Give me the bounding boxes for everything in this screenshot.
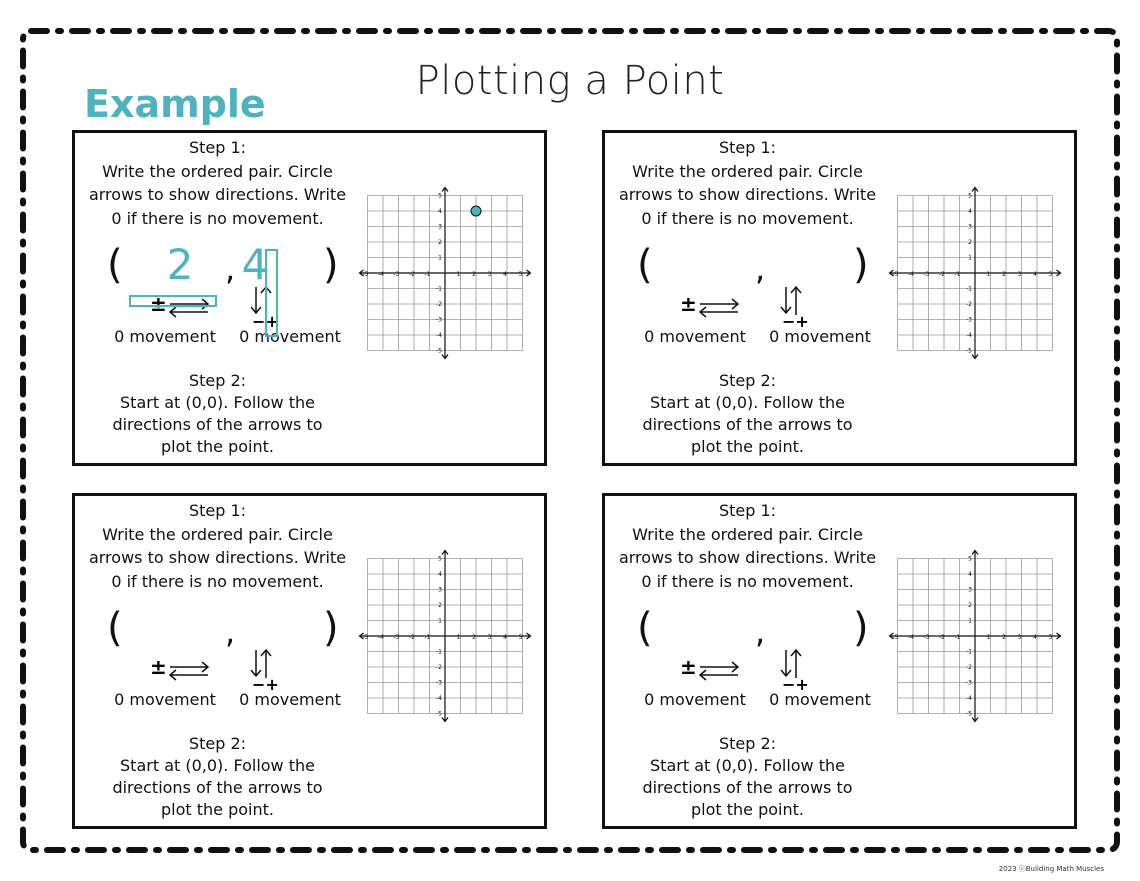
- x-tick-label: 5: [1048, 634, 1053, 641]
- step2-line: directions of the arrows to: [642, 415, 853, 434]
- step2-instructions: [605, 370, 890, 458]
- x-tick-label: 4: [1033, 634, 1037, 641]
- step2-line: directions of the arrows to: [112, 415, 323, 434]
- y-tick-label: 1: [968, 254, 972, 262]
- x-tick-label: 3: [1017, 634, 1022, 641]
- vertical-arrows-icon: [248, 646, 288, 692]
- step1-line: arrows to show directions. Write: [618, 548, 877, 567]
- y-tick-label: 2: [968, 602, 972, 609]
- coordinate-grid: [362, 555, 545, 726]
- y-tick-label: -4: [436, 332, 442, 339]
- ordered-pair: [75, 600, 360, 656]
- y-tick-label: 1: [438, 617, 442, 625]
- x-tick-label: -1: [424, 271, 431, 278]
- y-tick-label: -1: [436, 285, 442, 293]
- x-tick-label: 4: [503, 271, 507, 278]
- y-tick-label: -1: [966, 285, 972, 293]
- step2-line: plot the point.: [161, 800, 274, 819]
- x-tick-label: -3: [393, 271, 400, 278]
- zero-movement-label: 0 movement: [769, 327, 871, 346]
- x-tick-label: 2: [472, 271, 476, 278]
- x-tick-label: -4: [378, 271, 384, 278]
- example-panel: [72, 130, 547, 466]
- close-paren: ): [853, 605, 869, 651]
- x-tick-label: 4: [503, 634, 507, 641]
- step2-line: plot the point.: [691, 800, 804, 819]
- down-arrow: [781, 287, 791, 313]
- step1-line: Write the ordered pair. Circle: [102, 524, 333, 544]
- step1-line: arrows to show directions. Write: [88, 548, 347, 567]
- x-tick-label: 5: [518, 634, 523, 641]
- y-tick-label: 2: [968, 239, 972, 246]
- x-tick-label: 2: [1002, 271, 1006, 278]
- step2-line: plot the point.: [691, 437, 804, 456]
- x-tick-label: -5: [362, 271, 369, 278]
- close-paren: ): [323, 605, 339, 651]
- copyright-footer: 2023 ⓒBuilding Math Muscles: [998, 865, 1104, 873]
- step2-line: plot the point.: [161, 437, 274, 456]
- minus-plus-sign: −+: [782, 312, 809, 331]
- down-arrow: [781, 650, 791, 676]
- y-tick-label: 4: [438, 571, 442, 578]
- circled-right-arrow: [129, 295, 217, 307]
- up-arrow: [791, 287, 801, 315]
- zero-movement-label: 0 movement: [114, 327, 216, 346]
- x-tick-label: 3: [487, 634, 492, 641]
- step1-line: Write the ordered pair. Circle: [632, 524, 863, 544]
- x-tick-label: 1: [456, 271, 461, 278]
- step1-line: 0 if there is no movement.: [641, 571, 854, 591]
- y-tick-label: -4: [966, 332, 972, 339]
- ordered-pair: [605, 237, 890, 293]
- circled-up-arrow: [265, 249, 278, 337]
- x-tick-label: 1: [986, 634, 991, 641]
- close-paren: ): [323, 242, 339, 288]
- x-tick-label: 5: [1048, 271, 1053, 278]
- y-tick-label: -2: [436, 301, 442, 308]
- vertical-arrows-icon: [778, 283, 818, 329]
- x-tick-label: -5: [892, 271, 899, 278]
- step1-line: arrows to show directions. Write: [618, 185, 877, 204]
- step1-line: Write the ordered pair. Circle: [632, 161, 863, 181]
- y-tick-label: 4: [968, 208, 972, 215]
- step2-heading: Step 2:: [718, 371, 777, 390]
- zero-movement-label: 0 movement: [114, 690, 216, 709]
- step2-line: Start at (0,0). Follow the: [120, 393, 315, 412]
- step1-line: 0 if there is no movement.: [111, 208, 324, 228]
- x-tick-label: -1: [954, 634, 961, 641]
- y-tick-label: 5: [968, 555, 972, 563]
- horizontal-arrows-icon: [680, 292, 750, 325]
- step1-line: 0 if there is no movement.: [641, 208, 854, 228]
- comma: ,: [755, 613, 766, 651]
- x-tick-label: -3: [393, 634, 400, 641]
- x-tick-label: -5: [362, 634, 369, 641]
- plus-minus-sign: ±: [680, 292, 697, 316]
- y-tick-label: -2: [966, 301, 972, 308]
- step1-instructions: [605, 499, 890, 593]
- x-tick-label: 2: [1002, 634, 1006, 641]
- step2-line: directions of the arrows to: [642, 778, 853, 797]
- plus-minus-sign: ±: [150, 655, 167, 679]
- step1-line: arrows to show directions. Write: [88, 185, 347, 204]
- comma: ,: [755, 250, 766, 288]
- x-tick-label: 4: [1033, 271, 1037, 278]
- answer-y: 4: [241, 240, 269, 289]
- step2-line: Start at (0,0). Follow the: [650, 393, 845, 412]
- y-tick-label: 5: [438, 555, 442, 563]
- y-tick-label: -5: [436, 347, 442, 355]
- x-tick-label: -1: [424, 634, 431, 641]
- open-paren: (: [637, 605, 653, 651]
- up-arrow: [791, 650, 801, 678]
- practice-panel: [72, 493, 547, 829]
- step2-instructions: [75, 733, 360, 821]
- y-tick-label: -5: [966, 710, 972, 718]
- x-tick-label: 2: [472, 634, 476, 641]
- zero-movement-label: 0 movement: [239, 327, 341, 346]
- x-tick-label: 3: [1017, 271, 1022, 278]
- up-arrow: [261, 650, 271, 678]
- zero-movement-label: 0 movement: [644, 690, 746, 709]
- y-tick-label: 4: [438, 208, 442, 215]
- x-tick-label: -4: [378, 634, 384, 641]
- step1-heading: Step 1:: [718, 138, 777, 157]
- step2-line: directions of the arrows to: [112, 778, 323, 797]
- horizontal-arrows-icon: [150, 655, 220, 688]
- step2-line: Start at (0,0). Follow the: [120, 756, 315, 775]
- down-arrow: [251, 287, 261, 313]
- y-tick-label: -3: [436, 316, 442, 324]
- y-tick-label: 1: [968, 617, 972, 625]
- plus-minus-sign: ±: [150, 292, 167, 316]
- y-tick-label: -1: [966, 648, 972, 656]
- x-tick-label: -2: [409, 634, 415, 641]
- x-tick-label: -1: [954, 271, 961, 278]
- step1-line: 0 if there is no movement.: [111, 571, 324, 591]
- step1-instructions: [605, 136, 890, 230]
- x-tick-label: -4: [908, 634, 914, 641]
- y-tick-label: -3: [436, 679, 442, 687]
- coordinate-grid: [362, 192, 545, 363]
- y-tick-label: -2: [966, 664, 972, 671]
- coordinate-grid: [892, 192, 1075, 363]
- y-tick-label: 5: [438, 192, 442, 200]
- y-tick-label: 4: [968, 571, 972, 578]
- practice-panel: [602, 130, 1077, 466]
- x-tick-label: -4: [908, 271, 914, 278]
- step1-heading: Step 1:: [188, 138, 247, 157]
- y-tick-label: -3: [966, 679, 972, 687]
- y-tick-label: 5: [968, 192, 972, 200]
- plotted-point: [471, 206, 481, 216]
- y-tick-label: 1: [438, 254, 442, 262]
- step1-instructions: [75, 499, 360, 593]
- x-tick-label: -5: [892, 634, 899, 641]
- x-tick-label: 1: [986, 271, 991, 278]
- vertical-arrows-icon: [778, 646, 818, 692]
- minus-plus-sign: −+: [252, 312, 279, 331]
- minus-plus-sign: −+: [252, 675, 279, 694]
- minus-plus-sign: −+: [782, 675, 809, 694]
- y-tick-label: -5: [436, 710, 442, 718]
- step1-instructions: [75, 136, 360, 230]
- horizontal-arrows-icon: [680, 655, 750, 688]
- y-tick-label: -4: [966, 695, 972, 702]
- y-tick-label: -2: [436, 664, 442, 671]
- open-paren: (: [637, 242, 653, 288]
- x-tick-label: 3: [487, 271, 492, 278]
- step2-heading: Step 2:: [718, 734, 777, 753]
- x-tick-label: -2: [939, 271, 945, 278]
- x-tick-label: -3: [923, 271, 930, 278]
- ordered-pair: [75, 237, 360, 293]
- x-tick-label: 1: [456, 634, 461, 641]
- step1-heading: Step 1:: [188, 501, 247, 520]
- x-tick-label: 5: [518, 271, 523, 278]
- x-tick-label: -3: [923, 634, 930, 641]
- page-title: Plotting a Point: [415, 58, 725, 104]
- y-tick-label: -3: [966, 316, 972, 324]
- step2-heading: Step 2:: [188, 371, 247, 390]
- y-tick-label: -5: [966, 347, 972, 355]
- step2-instructions: [605, 733, 890, 821]
- comma: ,: [225, 613, 236, 651]
- step2-line: Start at (0,0). Follow the: [650, 756, 845, 775]
- zero-movement-label: 0 movement: [239, 690, 341, 709]
- y-tick-label: 2: [438, 602, 442, 609]
- answer-x: 2: [166, 240, 194, 289]
- y-tick-label: 3: [968, 223, 972, 231]
- x-tick-label: -2: [939, 634, 945, 641]
- example-label: Example: [84, 82, 266, 126]
- y-tick-label: -1: [436, 648, 442, 656]
- plus-minus-sign: ±: [680, 655, 697, 679]
- step2-heading: Step 2:: [188, 734, 247, 753]
- y-tick-label: 3: [968, 586, 972, 594]
- step1-heading: Step 1:: [718, 501, 777, 520]
- y-tick-label: 2: [438, 239, 442, 246]
- y-tick-label: 3: [438, 223, 442, 231]
- zero-movement-label: 0 movement: [644, 327, 746, 346]
- practice-panel: [602, 493, 1077, 829]
- coordinate-grid: [892, 555, 1075, 726]
- close-paren: ): [853, 242, 869, 288]
- step1-line: Write the ordered pair. Circle: [102, 161, 333, 181]
- open-paren: (: [107, 605, 123, 651]
- comma: ,: [225, 250, 236, 288]
- x-tick-label: -2: [409, 271, 415, 278]
- y-tick-label: 3: [438, 586, 442, 594]
- step2-instructions: [75, 370, 360, 458]
- zero-movement-label: 0 movement: [769, 690, 871, 709]
- ordered-pair: [605, 600, 890, 656]
- y-tick-label: -4: [436, 695, 442, 702]
- down-arrow: [251, 650, 261, 676]
- open-paren: (: [107, 242, 123, 288]
